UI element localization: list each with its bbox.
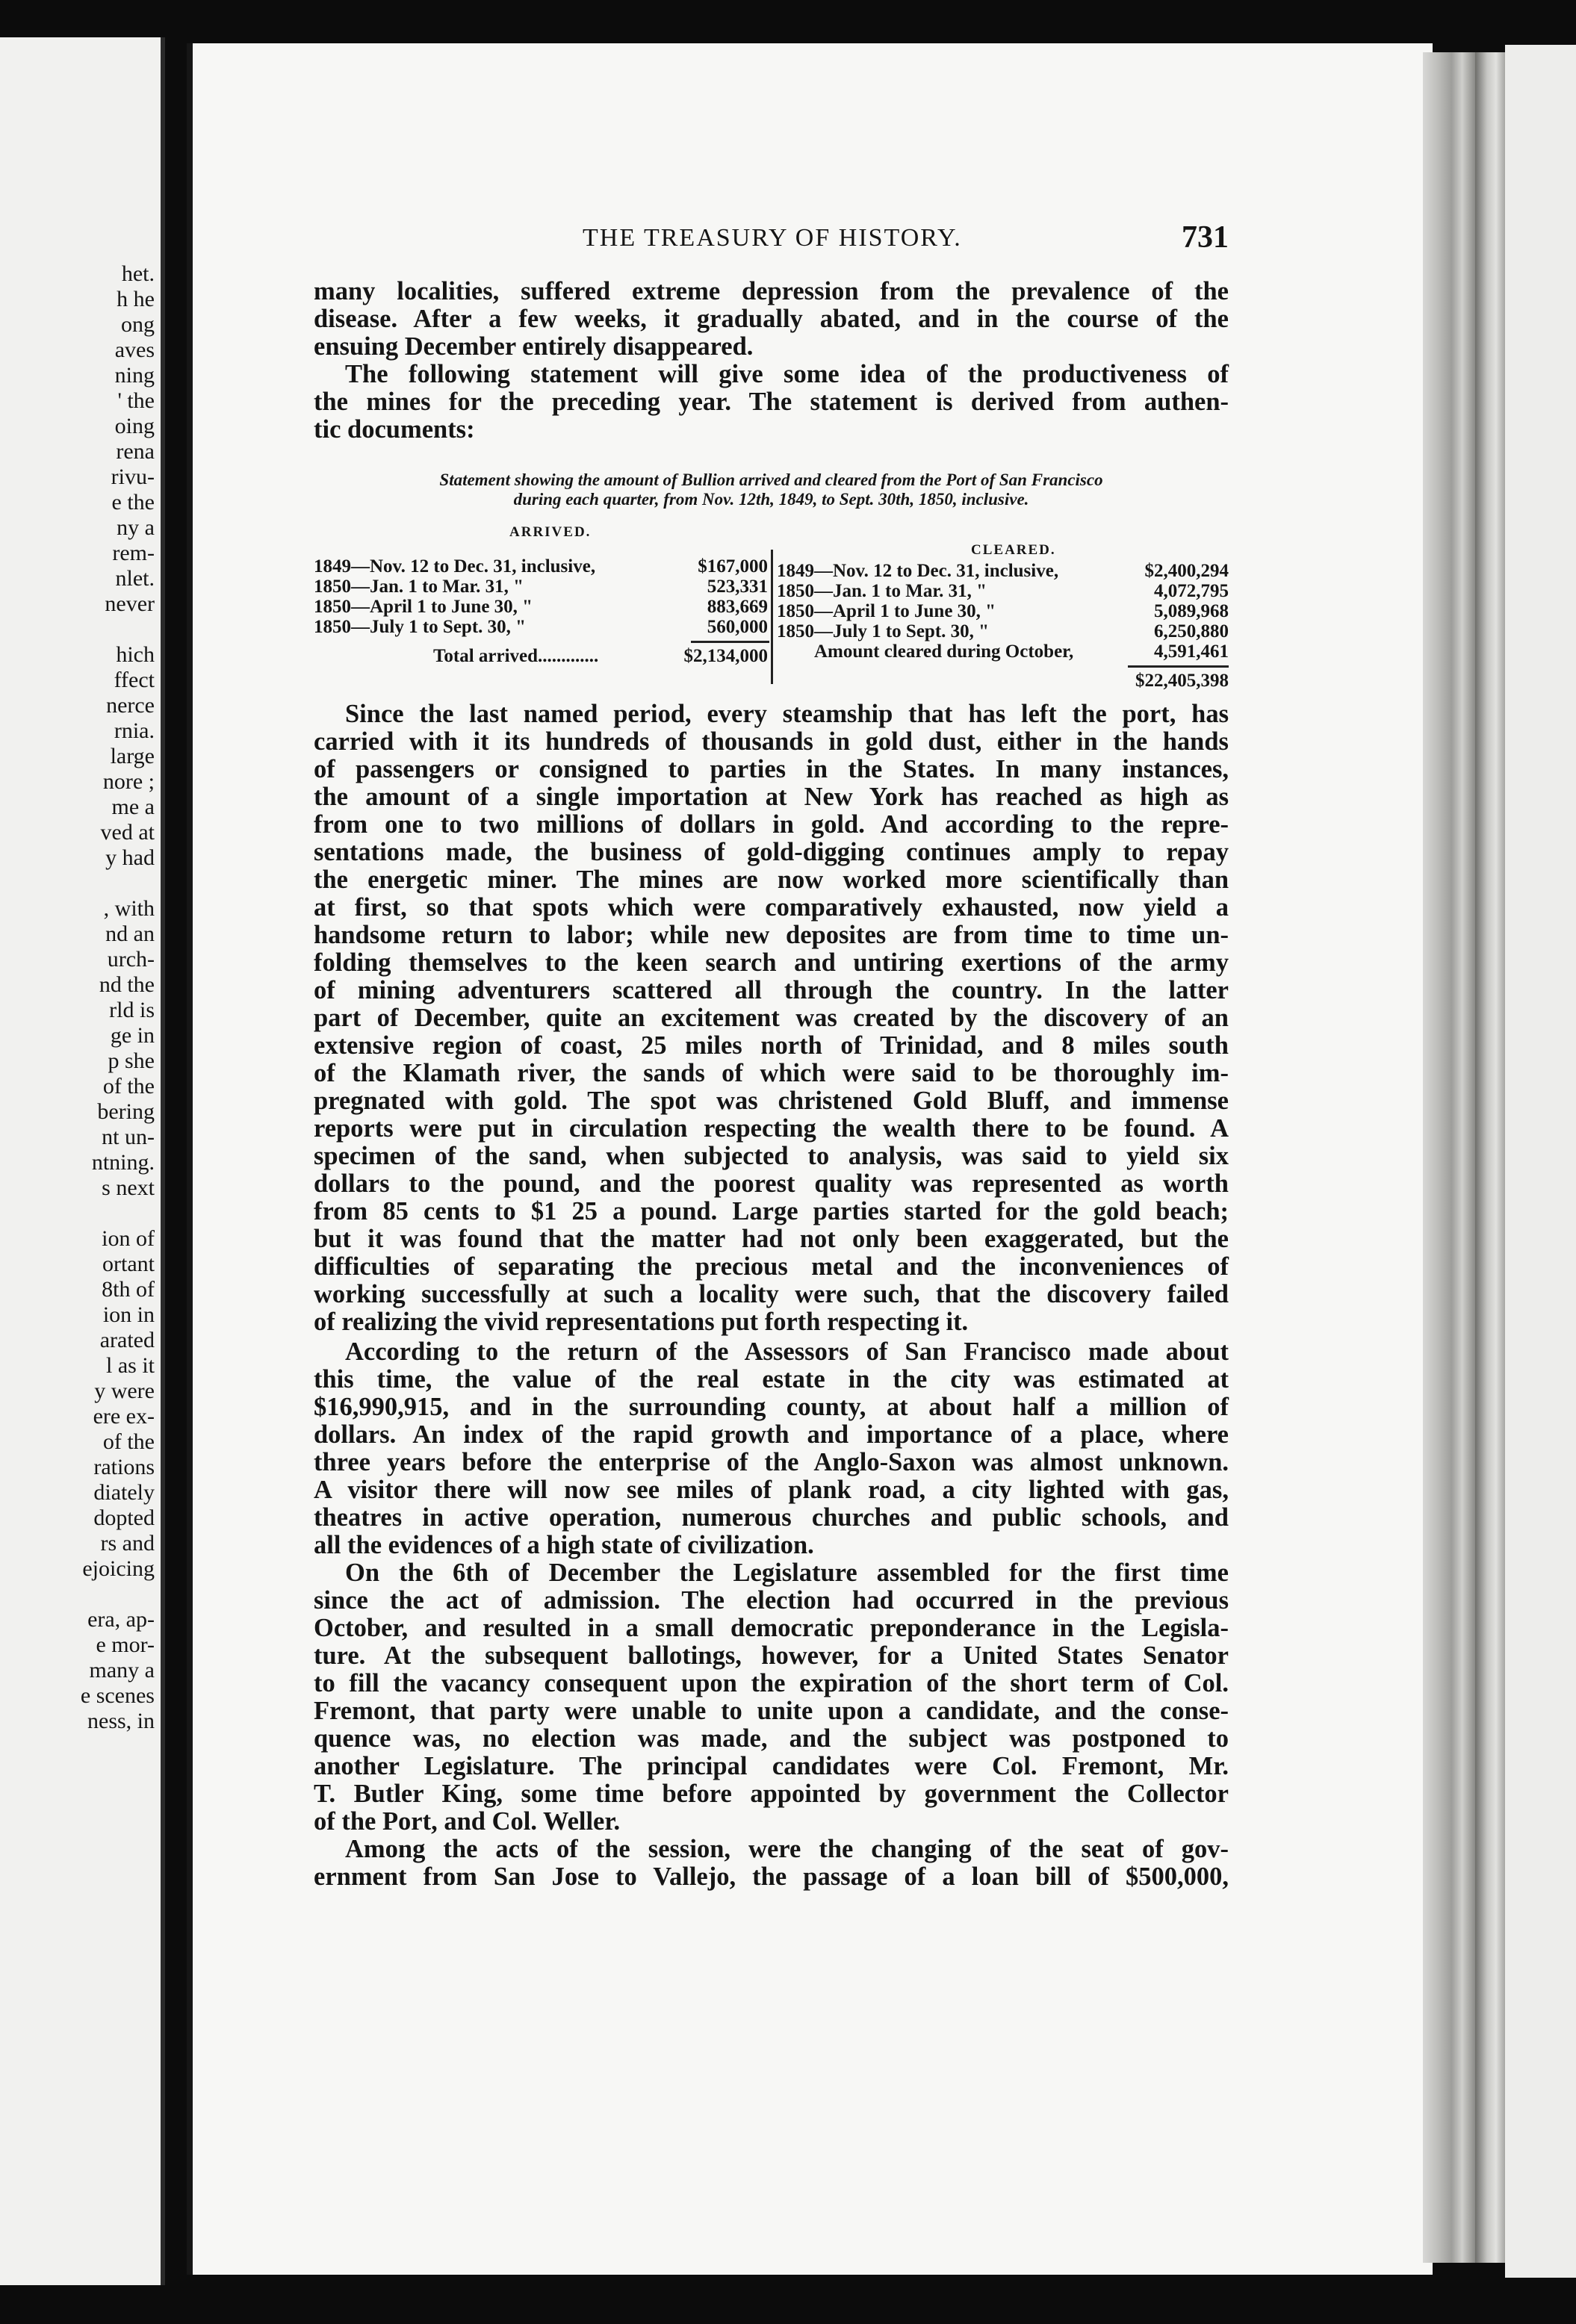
facing-page-line: e scenes — [80, 1683, 155, 1708]
text-line: from one to two millions of dollars in gold. And according to the repre- — [314, 810, 1229, 839]
cleared-row-value: 4,072,795 — [1154, 581, 1229, 601]
cleared-row-label: 1850—Jan. 1 to Mar. 31, " — [777, 581, 987, 601]
text-line: difficulties of separating the precious metal and the inconveniences of — [314, 1252, 1229, 1281]
arrived-row-value: $167,000 — [698, 556, 768, 577]
facing-page-line: large — [110, 744, 155, 768]
facing-page-line: nerce — [106, 693, 155, 718]
cleared-row-label: Amount cleared during October, — [814, 641, 1074, 662]
facing-page-line: ortant — [102, 1252, 155, 1276]
text-line: dollars. An index of the rapid growth and importance of a place, where — [314, 1420, 1229, 1449]
text-line: extensive region of coast, 25 miles north of Trinidad, and 8 miles south — [314, 1031, 1229, 1060]
facing-page-line: me a — [111, 795, 155, 819]
paragraph — [314, 1836, 1229, 1891]
arrived-heading: ARRIVED. — [509, 524, 592, 540]
text-line: since the act of admission. The election had occurred in the previous — [314, 1586, 1229, 1615]
facing-page-line: of the — [102, 1074, 155, 1099]
text-line: all the evidences of a high state of civilization. — [314, 1531, 814, 1559]
text-line: of mining adventurers scattered all through the country. In the latter — [314, 976, 1229, 1004]
text-line: theatres in active operation, numerous churches and public schools, and — [314, 1503, 1229, 1532]
sum-rule — [1128, 665, 1229, 668]
facing-page-line: ong — [121, 312, 155, 337]
page-edge-shadow — [1423, 52, 1475, 2263]
text-line: quence was, no election was made, and the subject was postponed to — [314, 1724, 1229, 1753]
text-line: of the Port, and Col. Weller. — [314, 1807, 621, 1836]
table-caption-line-2: during each quarter, from Nov. 12th, 1849, to Sept. 30th, 1850, inclusive. — [513, 490, 1029, 509]
text-line: folding themselves to the keen search and untiring exertions of the army — [314, 948, 1229, 977]
facing-page-line: arated — [99, 1328, 155, 1352]
paragraph — [314, 700, 1229, 1336]
page-number: 731 — [1182, 220, 1229, 255]
facing-page-line: nd an — [105, 922, 155, 946]
cleared-total-value: $22,405,398 — [1135, 671, 1229, 691]
facing-page-line: era, ap- — [87, 1607, 155, 1632]
text-line: specimen of the sand, when subjected to analysis, was said to yield six — [314, 1142, 1229, 1170]
text-line: the mines for the preceding year. The statement is derived from authen- — [314, 388, 1229, 416]
facing-page-fragment — [0, 37, 165, 2285]
text-line: working successfully at such a locality were such, that the discovery failed — [314, 1280, 1229, 1308]
facing-page-line: ' the — [117, 388, 155, 413]
text-line: $16,990,915, and in the surrounding county, at about half a million of — [314, 1393, 1229, 1421]
arrived-row-label: 1850—April 1 to June 30, " — [314, 597, 533, 617]
paragraph — [314, 278, 1229, 361]
text-line: to fill the vacancy consequent upon the expiration of the short term of Col. — [314, 1669, 1229, 1697]
text-line: at first, so that spots which were comparatively exhausted, now yield a — [314, 893, 1229, 922]
text-line: disease. After a few weeks, it gradually abated, and in the course of the — [314, 305, 1229, 333]
text-line: of realizing the vivid representations put forth respecting it. — [314, 1308, 969, 1336]
bullion-table — [314, 523, 1229, 702]
facing-page-line: ion of — [102, 1226, 155, 1251]
table-caption-line-1: Statement showing the amount of Bullion arrived and cleared from the Port of San Francisco — [439, 470, 1103, 489]
facing-page-line: urch- — [107, 947, 155, 972]
facing-page-line: , with — [103, 896, 155, 921]
text-line: A visitor there will now see miles of plank road, a city lighted with gas, — [314, 1476, 1229, 1504]
facing-page-line: h he — [117, 287, 155, 311]
text-line: the energetic miner. The mines are now worked more scientifically than — [314, 866, 1229, 894]
text-line: Fremont, that party were unable to unite upon a candidate, and the conse- — [314, 1697, 1229, 1725]
facing-page-line: nt un- — [102, 1125, 155, 1149]
text-line: of the Klamath river, the sands of which were said to be thoroughly im- — [314, 1059, 1229, 1087]
arrived-row-value: 523,331 — [707, 577, 768, 597]
text-line: dollars to the pound, and the poorest quality was represented as worth — [314, 1169, 1229, 1198]
text-line: The following statement will give some idea of the productiveness of — [345, 360, 1229, 388]
text-line: ernment from San Jose to Vallejo, the passage of a loan bill of $500,000, — [314, 1862, 1229, 1891]
cleared-row-label: 1850—July 1 to Sept. 30, " — [777, 621, 990, 641]
facing-page-line: ness, in — [87, 1709, 155, 1733]
facing-page-line: rs and — [100, 1531, 155, 1556]
facing-page-line: ved at — [100, 820, 155, 845]
text-line: On the 6th of December the Legislature assembled for the first time — [345, 1559, 1229, 1587]
cleared-row-value: 6,250,880 — [1154, 621, 1229, 641]
text-line: carried with it its hundreds of thousands in gold dust, either in the hands — [314, 727, 1229, 756]
text-line: sentations made, the business of gold-digging continues amply to repay — [314, 838, 1229, 866]
cleared-row-label: 1849—Nov. 12 to Dec. 31, inclusive, — [777, 561, 1059, 581]
facing-page-line: rnia. — [114, 718, 155, 743]
facing-page-line: rena — [116, 439, 155, 464]
arrived-row-value: 560,000 — [707, 617, 768, 637]
text-line: this time, the value of the real estate in the city was estimated at — [314, 1365, 1229, 1394]
cleared-row-label: 1850—April 1 to June 30, " — [777, 601, 996, 621]
paragraph — [314, 1559, 1229, 1836]
facing-page-line: bering — [97, 1099, 155, 1124]
arrived-total-label: Total arrived............. — [433, 646, 599, 666]
facing-page-line: 8th of — [102, 1277, 155, 1302]
cleared-row-value: 4,591,461 — [1154, 641, 1229, 662]
facing-page-line: rem- — [112, 541, 155, 565]
text-line: Since the last named period, every steamship that has left the port, has — [345, 700, 1229, 728]
text-line: Among the acts of the session, were the changing of the seat of gov- — [345, 1835, 1229, 1863]
arrived-row-label: 1850—Jan. 1 to Mar. 31, " — [314, 577, 524, 597]
facing-page-line: y had — [105, 845, 155, 870]
page-edge-shadow-2 — [1475, 52, 1505, 2263]
arrived-total-value: $2,134,000 — [683, 646, 768, 666]
text-line: pregnated with gold. The spot was christened Gold Bluff, and immense — [314, 1087, 1229, 1115]
running-header — [314, 220, 1229, 269]
cleared-row-value: 5,089,968 — [1154, 601, 1229, 621]
facing-page-line: oing — [114, 414, 155, 438]
text-line: the amount of a single importation at New York has reached as high as — [314, 783, 1229, 811]
facing-page-line: ny a — [117, 515, 155, 540]
facing-page-line: ntning. — [91, 1150, 155, 1175]
text-line: from 85 cents to $1 25 a pound. Large parties started for the gold beach; — [314, 1197, 1229, 1225]
facing-page-line: nore ; — [102, 769, 155, 794]
text-line: tic documents: — [314, 415, 475, 444]
text-line: of passengers or consigned to parties in the States. In many instances, — [314, 755, 1229, 783]
facing-page-line: l as it — [106, 1353, 155, 1378]
facing-page-line: rations — [93, 1455, 155, 1479]
cleared-heading: CLEARED. — [971, 542, 1056, 558]
facing-page-line: many a — [89, 1658, 155, 1683]
text-line: another Legislature. The principal candidates were Col. Fremont, Mr. — [314, 1752, 1229, 1780]
facing-page-line: ere ex- — [93, 1404, 155, 1429]
facing-page-line: ion in — [102, 1302, 155, 1327]
facing-page-line: nd the — [99, 972, 155, 997]
text-line: October, and resulted in a small democratic preponderance in the Legisla- — [314, 1614, 1229, 1642]
text-line: many localities, suffered extreme depression from the prevalence of the — [314, 277, 1229, 305]
facing-page-line: p she — [108, 1048, 155, 1073]
facing-page-line: ning — [114, 363, 155, 388]
text-line: but it was found that the matter had not only been exaggerated, but the — [314, 1225, 1229, 1253]
text-line: T. Butler King, some time before appointed by government the Collector — [314, 1780, 1229, 1808]
facing-page-line: het. — [121, 261, 155, 286]
paragraph — [314, 361, 1229, 444]
table-caption — [314, 470, 1229, 509]
facing-page-line: of the — [102, 1429, 155, 1454]
text-line: According to the return of the Assessors of San Francisco made about — [345, 1337, 1229, 1366]
facing-page-line: rivu- — [111, 465, 155, 489]
facing-page-line: s next — [102, 1175, 155, 1200]
facing-page-line: dopted — [93, 1506, 155, 1530]
text-line: ensuing December entirely disappeared. — [314, 332, 754, 361]
sum-rule — [691, 641, 769, 643]
text-line: handsome return to labor; while new deposites are from time to time un- — [314, 921, 1229, 949]
cleared-row-value: $2,400,294 — [1144, 561, 1229, 581]
facing-page-line: y were — [94, 1379, 155, 1403]
table-column-divider — [771, 550, 773, 684]
facing-page-line: ge in — [110, 1023, 155, 1048]
page-margin-right — [1505, 45, 1576, 2278]
facing-page-line: ejoicing — [82, 1556, 155, 1581]
arrived-row-label: 1850—July 1 to Sept. 30, " — [314, 617, 527, 637]
facing-page-line: aves — [114, 338, 155, 362]
facing-page-line: never — [105, 591, 155, 616]
facing-page-line: e the — [111, 490, 155, 515]
facing-page-line: diately — [93, 1480, 155, 1505]
text-line: three years before the enterprise of the Anglo-Saxon was almost unknown. — [314, 1448, 1229, 1476]
facing-page-line: hich — [116, 642, 155, 667]
facing-page-line: ffect — [114, 668, 155, 692]
text-line: part of December, quite an excitement was created by the discovery of an — [314, 1004, 1229, 1032]
arrived-row-label: 1849—Nov. 12 to Dec. 31, inclusive, — [314, 556, 596, 577]
facing-page-line: e mor- — [96, 1632, 155, 1657]
facing-page-line: nlet. — [115, 566, 155, 591]
facing-page-line: rld is — [109, 998, 155, 1022]
paragraph — [314, 1338, 1229, 1559]
text-line: ture. At the subsequent ballotings, however, for a United States Senator — [314, 1641, 1229, 1670]
text-line: reports were put in circulation respecting the wealth there to be found. A — [314, 1114, 1229, 1143]
arrived-row-value: 883,669 — [707, 597, 768, 617]
running-title: THE TREASURY OF HISTORY. — [583, 224, 962, 252]
